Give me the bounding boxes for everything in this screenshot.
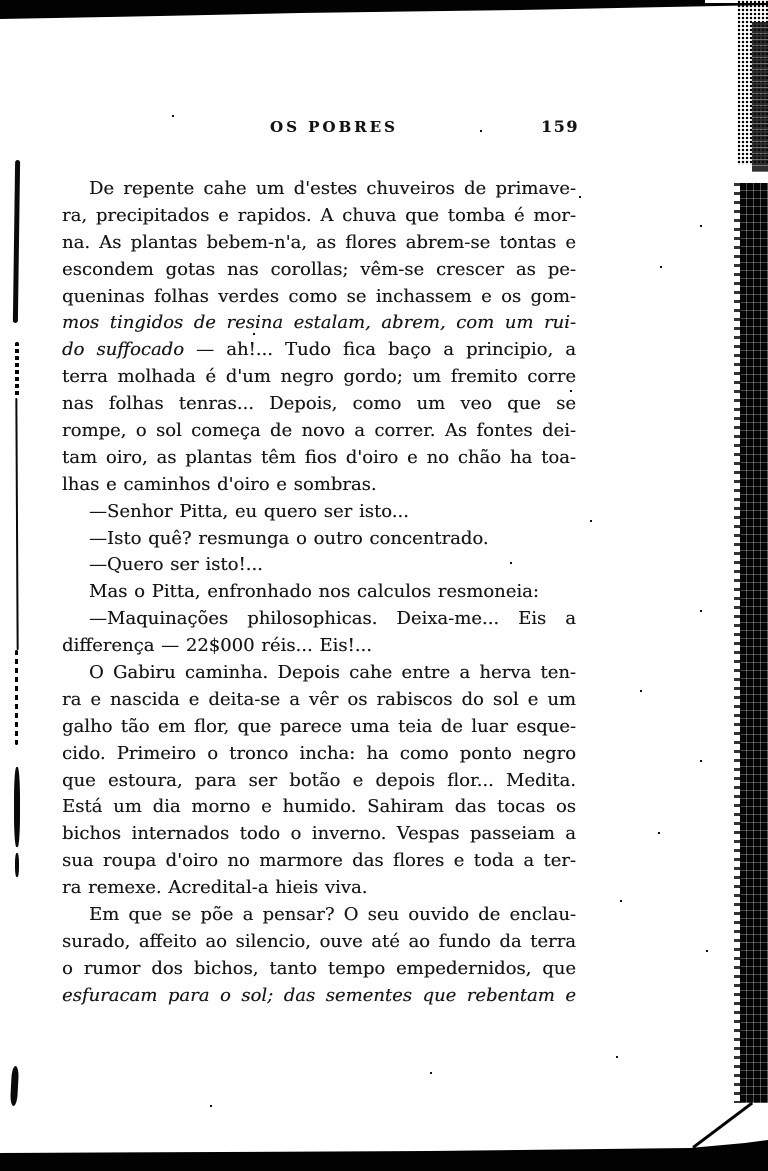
text-segment: galho tão em flor, que parece uma teia de luar esque-	[62, 715, 576, 737]
text-segment: cido. Primeiro o tronco incha: ha como ponto negro	[62, 742, 576, 764]
text-line	[62, 203, 576, 230]
text-line	[62, 230, 576, 257]
text-segment: ra, precipitados e rapidos. A chuva que tomba é mor-	[62, 204, 576, 226]
text-segment: differença — 22$000 réis... Eis!...	[62, 635, 372, 657]
text-segment: sua roupa d'oiro no marmore das flores e toda a ter-	[62, 850, 576, 872]
text-line	[62, 257, 576, 284]
text-segment: — ah!... Tudo fica baço a principio, a	[184, 339, 576, 361]
text-line	[62, 714, 576, 741]
text-line	[62, 821, 576, 848]
scan-strip-top-right	[752, 22, 768, 172]
text-line	[62, 472, 576, 499]
text-segment: —Isto quê? resmunga o outro concentrado.	[89, 527, 489, 549]
text-segment: queninas folhas verdes como se inchassem e os gom-	[62, 285, 576, 307]
text-segment: escondem gotas nas corollas; vêm-se crescer as pe-	[62, 258, 576, 280]
text-segment: Mas o Pitta, enfronhado nos calculos resmoneia:	[89, 581, 539, 603]
text-line	[62, 526, 576, 553]
running-header-title: OS POBRES	[270, 118, 398, 136]
text-segment: o rumor dos bichos, tanto tempo empedernidos, que	[62, 957, 576, 979]
ink-blot	[10, 1066, 19, 1106]
text-line	[62, 284, 576, 311]
text-line	[62, 391, 576, 418]
ink-streak	[15, 342, 19, 397]
text-line	[62, 956, 576, 983]
text-segment: De repente cahe um d'estes chuveiros de primave-	[89, 178, 576, 199]
text-segment: Está um dia morno e humido. Sahiram das tocas os	[62, 796, 576, 818]
text-line	[62, 310, 576, 337]
text-line	[62, 579, 576, 606]
text-line	[62, 902, 576, 929]
text-segment: lhas e caminhos d'oiro e sombras.	[62, 473, 377, 495]
text-line	[62, 606, 576, 633]
text-segment: que estoura, para ser botão e depois flor... Medita.	[62, 769, 576, 791]
text-segment: tam oiro, as plantas têm fios d'oiro e no chão ha toa-	[62, 446, 576, 468]
text-line	[62, 337, 576, 364]
text-line	[62, 768, 576, 795]
text-line	[62, 552, 576, 579]
ink-streak	[15, 853, 19, 877]
text-line	[62, 794, 576, 821]
text-line	[62, 687, 576, 714]
scan-edge-right	[740, 183, 768, 1103]
text-segment: bichos internados todo o inverno. Vespas passeiam a	[62, 823, 576, 845]
text-line	[62, 848, 576, 875]
italic-text-segment: do suffocado	[62, 339, 185, 361]
text-line	[62, 633, 576, 660]
ink-streak	[15, 398, 18, 650]
text-segment: surado, affeito ao silencio, ouve até ao fundo da terra	[62, 930, 576, 952]
text-line	[62, 176, 576, 203]
ink-streak	[14, 767, 20, 847]
text-segment: O Gabiru caminha. Depois cahe entre a herva ten-	[89, 662, 576, 684]
ink-streak	[15, 650, 18, 745]
ink-streak	[13, 160, 20, 323]
text-line	[62, 929, 576, 956]
scan-edge-top	[0, 0, 768, 20]
text-segment: ra remexe. Acredital-a hieis viva.	[62, 877, 368, 899]
italic-text-segment: mos tingidos de resina estalam, abrem, com um rui-	[62, 312, 576, 334]
text-segment: Em que se põe a pensar? O seu ouvido de enclau-	[89, 904, 576, 926]
scan-edge-right-frays	[734, 183, 741, 1103]
text-line	[62, 983, 576, 1010]
text-segment: —Maquinações philosophicas. Deixa-me... Eis a	[89, 608, 576, 630]
scan-noise-dots	[172, 115, 174, 117]
text-line	[62, 741, 576, 768]
text-segment: na. As plantas bebem-n'a, as flores abrem-se tontas e	[62, 231, 576, 253]
text-line	[62, 418, 576, 445]
scan-edge-bottom	[0, 1140, 768, 1171]
text-segment: nas folhas tenras... Depois, como um veo que se	[62, 393, 576, 415]
text-segment: rompe, o sol começa de novo a correr. As fontes dei-	[62, 420, 576, 442]
text-line	[62, 660, 576, 687]
body-text	[62, 176, 576, 1010]
text-segment: ra e nascida e deita-se a vêr os rabiscos do sol e um	[62, 688, 576, 710]
text-line	[62, 364, 576, 391]
italic-text-segment: esfuracam para o sol; das sementes que rebentam e	[62, 984, 576, 1006]
text-line	[62, 445, 576, 472]
text-segment: —Senhor Pitta, eu quero ser isto...	[89, 500, 409, 522]
text-line	[62, 875, 576, 902]
page-curl-line	[692, 1102, 753, 1149]
text-segment: —Quero ser isto!...	[89, 554, 263, 576]
text-line	[62, 499, 576, 526]
page-number: 159	[541, 117, 579, 136]
text-segment: terra molhada é d'um negro gordo; um fremito corre	[62, 366, 576, 388]
